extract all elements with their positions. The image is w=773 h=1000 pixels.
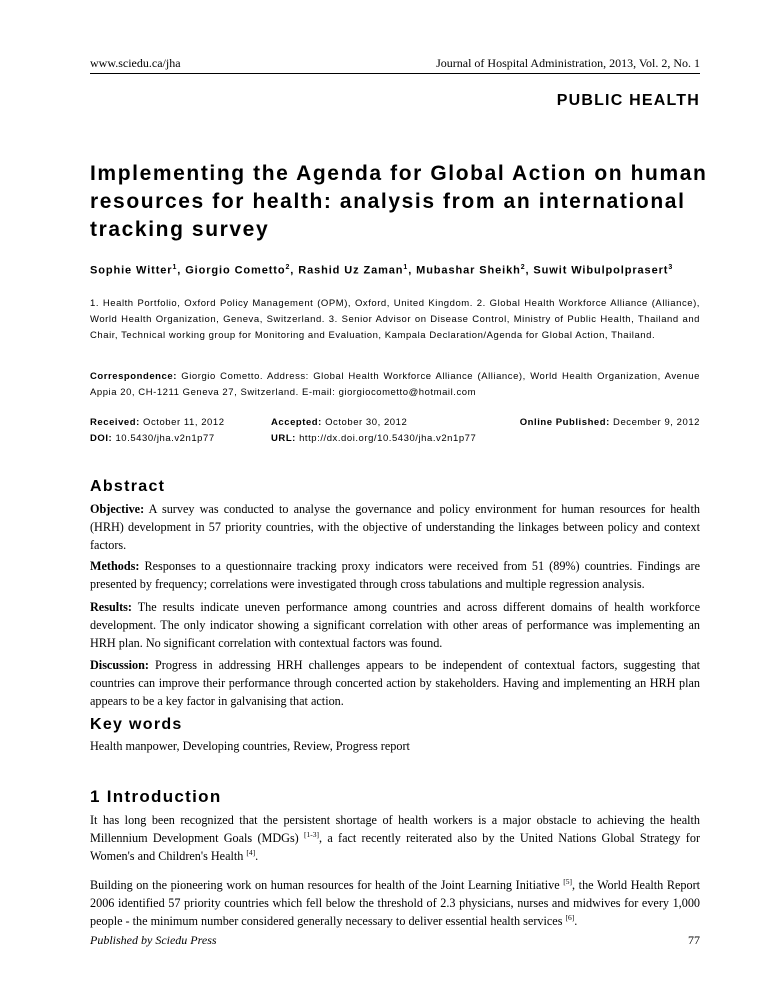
abstract-methods (90, 557, 700, 593)
section-label: PUBLIC HEALTH (556, 92, 700, 109)
url-value[interactable]: http://dx.doi.org/10.5430/jha.v2n1p77 (299, 433, 477, 444)
intro-p1-text: . (255, 849, 259, 863)
doi-value[interactable]: 10.5430/jha.v2n1p77 (115, 433, 215, 444)
discussion-text: Progress in addressing HRH challenges appears to be independent of contextual factors, suggesting that countries can improve their performance through concerted action by stakeholders. Having and implementing an HRH plan appears to be a key factor in galvanising that action. (90, 658, 700, 708)
citation-ref[interactable]: [5] (563, 876, 573, 886)
keywords-text: Health manpower, Developing countries, Review, Progress report (90, 739, 410, 753)
accepted-date (271, 415, 407, 431)
methods-text: Responses to a questionnaire tracking proxy indicators were received from 51 (89%) countries. Findings are presented by frequency; correlations were investigated through cross tabulations and multiple regression analysis. (90, 559, 701, 591)
published-label: Online Published: (519, 417, 610, 428)
intro-p2-text: . (574, 914, 578, 928)
author-name: Sophie Witter (90, 264, 173, 277)
author-affiliation-mark: 1 (172, 264, 178, 271)
keywords-heading: Key words (90, 716, 183, 733)
objective-text: A survey was conducted to analyse the governance and policy environment for human resources for health (HRH) development in 57 priority countries, with the objective of understanding the linkages between policy and context factors. (90, 502, 700, 552)
citation-ref[interactable]: [6] (565, 912, 575, 922)
journal-url[interactable]: www.sciedu.ca/jha (90, 56, 181, 70)
objective-label: Objective: (90, 502, 145, 516)
introduction-paragraph-2 (90, 876, 700, 930)
url-label: URL: (271, 433, 296, 444)
accepted-value: October 30, 2012 (325, 417, 408, 428)
correspondence-label: Correspondence: (90, 371, 177, 382)
author-affiliation-mark: 2 (285, 264, 291, 271)
author-list: Sophie Witter$^1$, Giorgio Cometto$^2$, Rashid Uz Zaman$^1$, Mubashar Sheikh$^2$, Suwit Wibulpolprasert$^3$ (90, 264, 674, 277)
results-text: The results indicate uneven performance among countries and across different domains of health workforce development. The only indicator showing a significant correlation with other areas of performance was implementing an HRH plan. No significant correlation with contextual factors was found. (90, 600, 700, 650)
introduction-paragraph-1 (90, 811, 700, 865)
received-value: October 11, 2012 (143, 417, 225, 428)
intro-p2-text: , the World Health Report 2006 identified 57 priority countries which fell below the threshold of 2.3 physicians, nurses and midwives for every 1,000 people - the minimum number considered generally necessary to deliver essential health services (90, 878, 701, 928)
received-label: Received: (90, 417, 140, 428)
discussion-label: Discussion: (90, 658, 149, 672)
abstract-objective (90, 500, 700, 554)
published-value: December 9, 2012 (613, 417, 700, 428)
article-url (271, 431, 476, 447)
author-name: Rashid Uz Zaman (298, 264, 404, 277)
citation-ref[interactable]: [1-3] (304, 829, 320, 839)
published-date (520, 415, 700, 431)
abstract-discussion (90, 656, 700, 710)
abstract-heading: Abstract (90, 478, 166, 495)
affiliations: 1. Health Portfolio, Oxford Policy Management (OPM), Oxford, United Kingdom. 2. Global Health Workforce Alliance (Alliance), World Health Organization, Geneva, Switzerland. 3. Senior Advisor on Disease Control, Ministry of Public Health, Thailand and Chair, Technical working group for Monitoring and Evaluation, Kampala Declaration/Agenda for Global Action, Thailand. (90, 298, 700, 341)
accepted-label: Accepted: (271, 417, 322, 428)
author-affiliation-mark: 2 (520, 264, 526, 271)
author-name: Giorgio Cometto (185, 264, 286, 277)
intro-p1-text: , a fact recently reiterated also by the United Nations Global Strategy for Women's and Children's Health (90, 831, 701, 863)
correspondence-text: Giorgio Cometto. Address: Global Health Workforce Alliance (Alliance), World Health Organization, Avenue Appia 20, CH-1211 Geneva 27, Switzerland. E-mail: giorgiocometto@hotmail.com (90, 371, 700, 398)
page-number: 77 (688, 933, 700, 947)
doi-label: DOI: (90, 433, 113, 444)
abstract-results (90, 598, 700, 652)
doi (90, 431, 215, 447)
received-date (90, 415, 225, 431)
footer-publisher: Published by Sciedu Press (90, 933, 217, 947)
article-title: Implementing the Agenda for Global Action on human resources for health: analysis from an international tracking survey (90, 162, 708, 241)
methods-label: Methods: (90, 559, 140, 573)
intro-p1-text: It has long been recognized that the persistent shortage of health workers is a major obstacle to achieving the health Millennium Development Goals (MDGs) (90, 813, 700, 845)
correspondence (90, 369, 700, 401)
journal-citation: Journal of Hospital Administration, 2013, Vol. 2, No. 1 (436, 56, 700, 70)
author-name: Mubashar Sheikh (416, 264, 521, 277)
citation-ref[interactable]: [4] (246, 847, 256, 857)
intro-p2-text: Building on the pioneering work on human resources for health of the Joint Learning Initiative (90, 878, 560, 892)
header-divider (90, 73, 700, 74)
results-label: Results: (90, 600, 132, 614)
introduction-heading: 1 Introduction (90, 787, 222, 806)
author-name: Suwit Wibulpolprasert (533, 264, 669, 277)
author-affiliation-mark: 1 (403, 264, 409, 271)
author-affiliation-mark: 3 (668, 264, 674, 271)
